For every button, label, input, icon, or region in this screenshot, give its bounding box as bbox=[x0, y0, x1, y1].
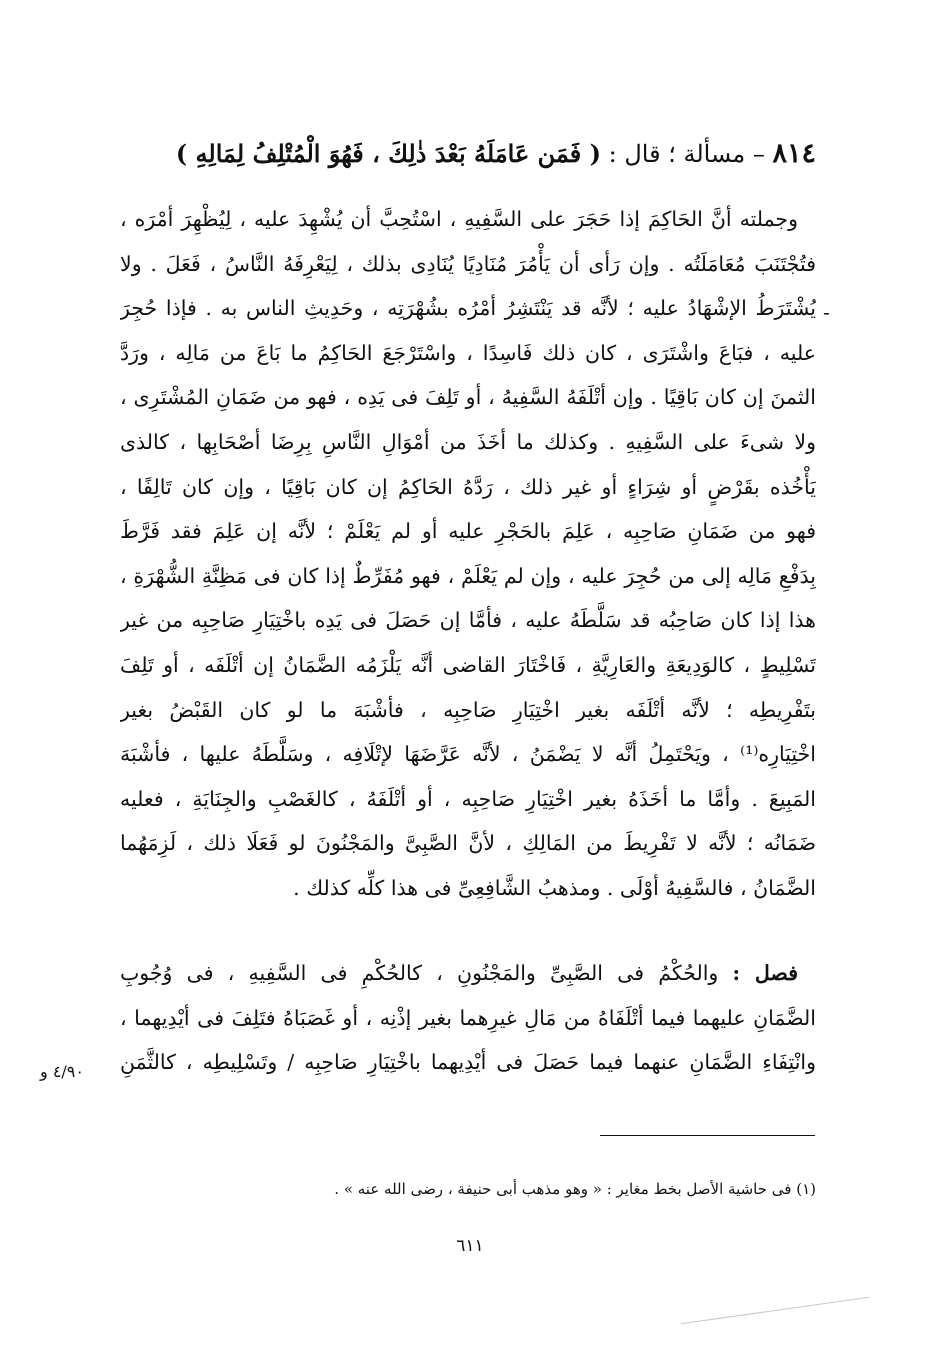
text-line: بِدَفْعِ مَالِه إلى من حُجِرَ عليه ، وإن لم يَعْلَمْ ، فهو مُفَرِّطٌ إذا كان فى مَظِنَّةِ الشُّهْرَةِ ، bbox=[120, 563, 816, 588]
text-line: الثمنَ إن كان بَاقِيًا . وإن أتْلَفَهُ السَّفِيهُ ، أو تَلِفَ فى يَدِه ، فهو من ضَمَانِ المُشْتَرِى ، bbox=[120, 385, 816, 410]
footnote: (١) فى حاشية الأصل بخط مغاير : « وهو مذهب أبى حنيفة ، رضى الله عنه » . bbox=[334, 1180, 816, 1198]
main-text bbox=[120, 197, 816, 911]
manuscript-folio-marker: ٤/٩٠ و bbox=[40, 1062, 84, 1081]
fasl-first-line bbox=[120, 951, 816, 996]
text-line: وجملته أنَّ الحَاكِمَ إذا حَجَرَ على السَّفِيهِ ، اسْتُحِبَّ أن يُشْهِدَ عليه ، لِيُظْهِرَ أمْرَه ، bbox=[120, 207, 798, 231]
section-heading bbox=[116, 136, 816, 172]
text-line: وانْتِفَاءِ الضَّمَانِ عنهما فيما حَصَلَ فى أيْدِيهما باخْتِيَارِ صَاحِبِه / وتَسْلِيطِه ، كالثَّمَنِ bbox=[120, 1050, 816, 1075]
text-line: اخْتِيَارِه⁽¹⁾ ، ويَحْتَمِلُ أنَّه لا يَضْمَنُ ، لأنَّه عَرَّضَهَا لإتْلَافِه ، وسَلَّطَهُ عليها ، فأشْبَهَ bbox=[120, 742, 816, 767]
text-line: ولا شىءَ على السَّفِيهِ . وكذلك ما أخَذَ من أمْوَالِ النَّاسِ بِرِضَا أصْحَابِها ، كالذى bbox=[120, 429, 816, 454]
text-line: يُشْتَرَطُ الإشْهَادُ عليه ؛ لأنَّه قد يَنْتَشِرُ أمْرُه بشُهْرَتِه ، وحَدِيثِ الناس به . فإذا حُجِرَ bbox=[120, 296, 816, 321]
section-quote: ( فَمَن عَامَلَهُ بَعْدَ ذٰلِكَ ، فَهُوَ الْمُتْلِفُ لِمَالِهِ ) bbox=[175, 139, 601, 168]
text-line: عليه ، فبَاعَ واشْتَرَى ، كان ذلك فَاسِدًا ، واسْتَرْجَعَ الحَاكِمُ ما بَاعَ من مَالِه ، ورَدَّ bbox=[120, 340, 816, 365]
text-line: فتُجْتَنَبَ مُعَامَلَتُه . وإن رَأى أن يَأْمُرَ مُنَادِيًا يُنَادِى بذلك ، لِيَعْرِفَهُ النَّاسُ ، فَعَلَ . ولا bbox=[120, 251, 816, 276]
section-number: ٨١٤ bbox=[772, 138, 816, 169]
margin-dash: - bbox=[823, 300, 830, 324]
text-line: فهو من ضَمَانِ صَاحِبِه ، عَلِمَ بالحَجْرِ عليه أو لم يَعْلَمْ ؛ لأنَّه إن عَلِمَ فقد فَرَّطَ bbox=[120, 519, 816, 544]
footnote-divider bbox=[600, 1135, 815, 1136]
text-line: الضَّمَانُ ، فالسَّفِيهُ أوْلَى . ومذهبُ الشَّافِعِىِّ فى هذا كلِّه كذلك . bbox=[293, 875, 816, 900]
text-line: ضَمَانُه ؛ لأنَّه لا تَفْرِيطَ من المَالِكِ ، لأنَّ الصَّبِىَّ والمَجْنُونَ لو فَعَلَا ذلك ، لَزِمَهُما bbox=[120, 831, 816, 856]
fasl-section bbox=[120, 951, 816, 1085]
text-line: الضَّمَانِ عليهما فيما أتْلَفَاهُ من مَالِ غيرِهما بغير إذْنِه ، أو غَصَبَاهُ فتَلِفَ فى أيْدِيهما ، bbox=[120, 1005, 816, 1030]
section-prefix: – مسألة ؛ قال : bbox=[608, 140, 765, 168]
fasl-label: فصل : bbox=[732, 961, 798, 985]
text-line: هذا إذا كان صَاحِبُه قد سَلَّطَهُ عليه ، فأمَّا إن حَصَلَ فى يَدِه باخْتِيَارِ صَاحِبِه من غير bbox=[120, 608, 816, 633]
text-line: المَبِيعَ . وأمَّا ما أخَذَهُ بغير اخْتِيَارِ صَاحِبِه ، أو أتْلَفَهُ ، كالغَصْبِ والجِنَايَةِ ، فعليه bbox=[120, 786, 816, 811]
text-line: بتَفْرِيطِه ؛ لأنَّه أتْلَفَه بغير اخْتِيَارِ صَاحِبِه ، فأشْبَهَ ما لو كان القَبْضُ بغير bbox=[120, 697, 816, 722]
text-line: تَسْلِيطٍ ، كالوَدِيعَةِ والعَارِيَّةِ ، فَاخْتَارَ القاضى أنَّه يَلْزَمُه الضَّمَانُ إن أتْلَفَه ، أو تَلِفَ bbox=[120, 652, 816, 677]
text-line: يَأْخُذه بقَرْضٍ أو شِرَاءٍ أو غير ذلك ، رَدَّهُ الحَاكِمُ إن كان بَاقِيًا ، وإن كان تَالِفًا ، bbox=[120, 474, 816, 499]
page-number: ٦١١ bbox=[456, 1236, 484, 1256]
scan-artifact-line bbox=[681, 1297, 869, 1324]
fasl-text: والحُكْمُ فى الصَّبِىِّ والمَجْنُونِ ، كالحُكْمِ فى السَّفِيهِ ، فى وُجُوبِ bbox=[120, 961, 719, 985]
